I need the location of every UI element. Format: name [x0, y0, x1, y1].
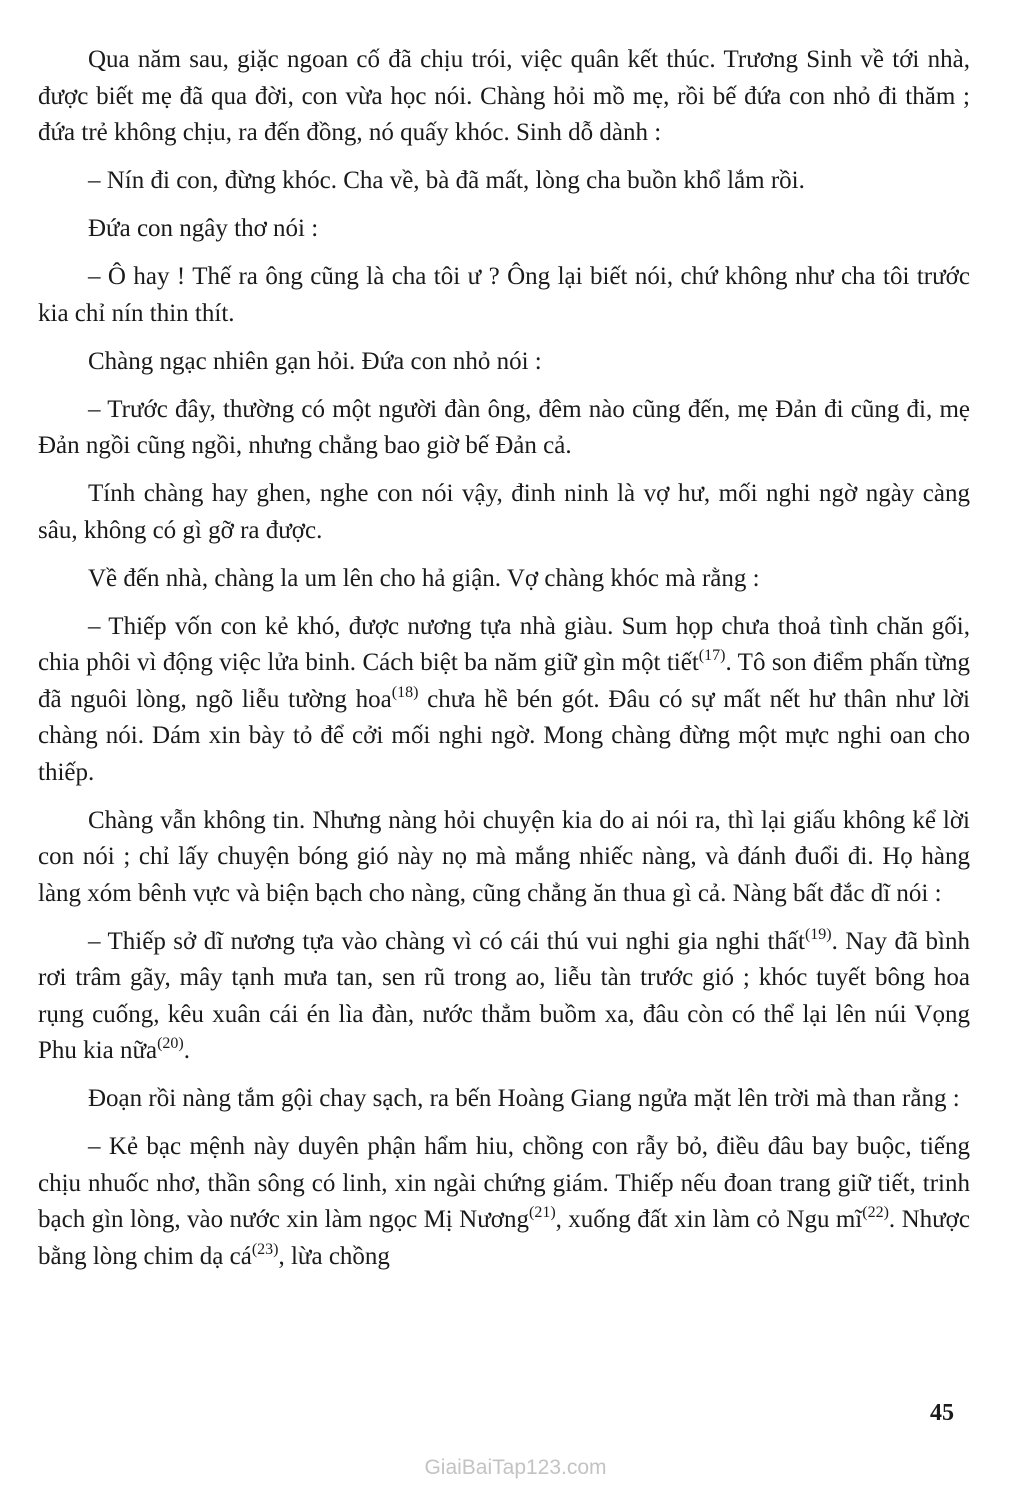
paragraph-text: , lừa chồng: [278, 1242, 390, 1270]
site-watermark: GiaiBaiTap123.com: [424, 1456, 607, 1479]
page-number: 45: [930, 1400, 954, 1426]
footnote-ref: (18): [391, 683, 419, 701]
paragraph-text: – Thiếp sở dĩ nương tựa vào chàng vì có cái thú vui nghi gia nghi thất: [88, 927, 805, 955]
paragraph-text: – Trước đây, thường có một người đàn ông, đêm nào cũng đến, mẹ Đản đi cũng đi, mẹ Đản ngồi cũng ngồi, nhưng chẳng bao giờ bế Đản cả.: [38, 395, 970, 459]
paragraph-text: Tính chàng hay ghen, nghe con nói vậy, đinh ninh là vợ hư, mối nghi ngờ ngày càng sâu, không có gì gỡ ra được.: [38, 480, 970, 544]
paragraph: [38, 803, 970, 913]
footnote-ref: (17): [698, 647, 726, 664]
paragraph-text: . Tô son điểm phấn từng đã nguôi lòng, ngõ liễu tường hoa: [38, 649, 970, 713]
footnote-ref: (21): [528, 1204, 556, 1221]
paragraph: [38, 476, 970, 549]
paragraph-text: . Nay đã bình rơi trâm gãy, mây tạnh mưa tan, sen rũ trong ao, liễu tàn trước gió ; khóc tuyết bông hoa rụng cuống, kêu xuân cái én lìa đàn, nước thẳm buồm xa, đâu còn có thể lại lên núi Vọng Phu kia nữa: [38, 927, 970, 1064]
footnote-ref: (23): [251, 1240, 279, 1258]
paragraph-text: Đoạn rồi nàng tắm gội chay sạch, ra bến Hoàng Giang ngửa mặt lên trời mà than rằng :: [88, 1085, 960, 1112]
paragraph-text: – Kẻ bạc mệnh này duyên phận hẩm hiu, chồng con rẫy bỏ, điều đâu bay buộc, tiếng chịu nhuốc nhơ, thần sông có linh, xin ngài chứng giám. Thiếp nếu đoan trang giữ tiết, trinh bạch gìn lòng, vào nước xin làm ngọc Mị Nương: [38, 1133, 970, 1233]
paragraph-text: Đứa con ngây thơ nói :: [88, 215, 319, 242]
paragraph: [38, 1081, 970, 1118]
paragraph-text: .: [183, 1037, 190, 1064]
paragraph-text: Chàng ngạc nhiên gạn hỏi. Đứa con nhỏ nói :: [88, 347, 542, 375]
footnote-ref: (20): [157, 1035, 184, 1052]
paragraph-text: chưa hề bén gót. Đâu có sự mất nết hư thân như lời chàng nói. Dám xin bày tỏ để cởi mối nghi ngờ. Mong chàng đừng một mực nghi oan cho thiếp.: [38, 685, 970, 786]
paragraph-text: – Ô hay ! Thế ra ông cũng là cha tôi ư ? Ông lại biết nói, chứ không như cha tôi trước kia chỉ nín thin thít.: [38, 263, 970, 327]
story-text: [38, 42, 970, 1287]
paragraph: [38, 924, 970, 1070]
paragraph-text: , xuống đất xin làm cỏ Ngu mĩ: [555, 1206, 863, 1233]
paragraph: [38, 42, 970, 152]
paragraph: [38, 259, 970, 332]
paragraph-text: – Thiếp vốn con kẻ khó, được nương tựa nhà giàu. Sum họp chưa thoả tình chăn gối, chia phôi vì động việc lửa binh. Cách biệt ba năm giữ gìn một tiết: [38, 612, 970, 676]
paragraph: [38, 392, 970, 465]
paragraph: [38, 163, 970, 200]
paragraph: [38, 344, 970, 381]
paragraph-text: Qua năm sau, giặc ngoan cố đã chịu trói, việc quân kết thúc. Trương Sinh về tới nhà, được biết mẹ đã qua đời, con vừa học nói. Chàng hỏi mồ mẹ, rồi bế đứa con nhỏ đi thăm ; đứa trẻ không chịu, ra đến đồng, nó quấy khóc. Sinh dỗ dành :: [38, 46, 970, 146]
paragraph-text: Về đến nhà, chàng la um lên cho hả giận. Vợ chàng khóc mà rằng :: [88, 564, 760, 592]
footnote-ref: (19): [804, 925, 832, 943]
paragraph-text: Chàng vẫn không tin. Nhưng nàng hỏi chuyện kia do ai nói ra, thì lại giấu không kể lời con nói ; chỉ lấy chuyện bóng gió này nọ mà mắng nhiếc nàng, và đánh đuổi đi. Họ hàng làng xóm bênh vực và biện bạch cho nàng, cũng chẳng ăn thua gì cả. Nàng bất đắc dĩ nói :: [38, 806, 970, 907]
paragraph: [38, 561, 970, 598]
paragraph-text: – Nín đi con, đừng khóc. Cha về, bà đã mất, lòng cha buồn khổ lắm rồi.: [88, 167, 805, 194]
paragraph: [38, 1129, 970, 1275]
paragraph-text: . Nhược bằng lòng chim dạ cá: [38, 1206, 970, 1270]
paragraph: [38, 211, 970, 248]
paragraph: [38, 609, 970, 792]
footnote-ref: (22): [862, 1204, 889, 1221]
